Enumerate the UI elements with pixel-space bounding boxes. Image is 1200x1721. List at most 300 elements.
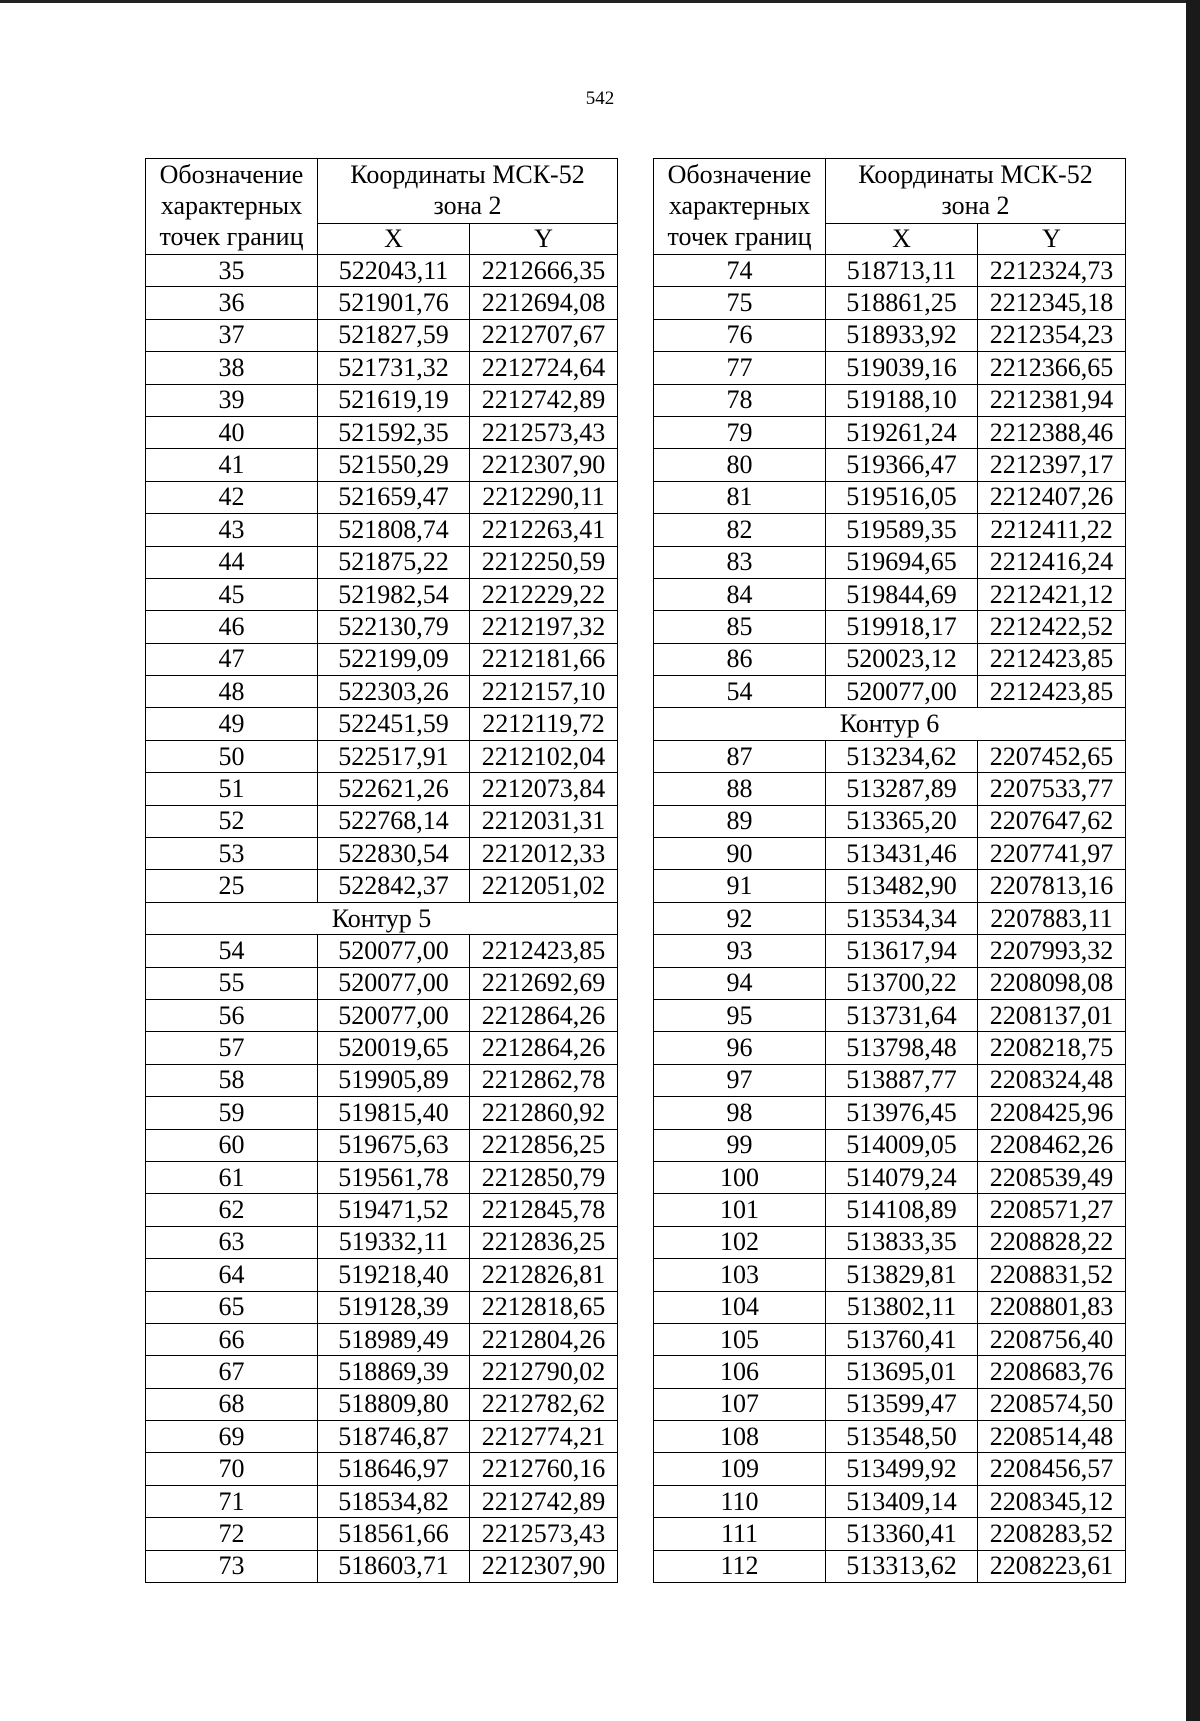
point-id-cell: 63 <box>146 1226 318 1258</box>
y-coordinate-cell: 2212229,22 <box>470 578 618 610</box>
table-row <box>654 449 1126 481</box>
y-coordinate-cell: 2208831,52 <box>978 1259 1126 1291</box>
point-id-cell: 59 <box>146 1097 318 1129</box>
y-coordinate-cell: 2208514,48 <box>978 1421 1126 1453</box>
y-coordinate-cell: 2212157,10 <box>470 676 618 708</box>
y-coordinate-cell: 2212742,89 <box>470 1485 618 1517</box>
x-coordinate-cell: 521982,54 <box>318 578 470 610</box>
coordinates-table-right <box>653 158 1126 1583</box>
y-coordinate-cell: 2212416,24 <box>978 546 1126 578</box>
table-row <box>654 1129 1126 1161</box>
y-coordinate-cell: 2212354,23 <box>978 319 1126 351</box>
coords-header-line2: зона 2 <box>433 191 502 220</box>
y-coordinate-cell: 2212181,66 <box>470 643 618 675</box>
point-id-cell: 57 <box>146 1032 318 1064</box>
point-id-cell: 112 <box>654 1550 826 1582</box>
y-coordinate-cell: 2212782,62 <box>470 1388 618 1420</box>
y-coordinate-cell: 2212119,72 <box>470 708 618 740</box>
y-coordinate-cell: 2212411,22 <box>978 514 1126 546</box>
y-coordinate-cell: 2212012,33 <box>470 838 618 870</box>
y-coordinate-cell: 2212397,17 <box>978 449 1126 481</box>
x-coordinate-cell: 514079,24 <box>826 1161 978 1193</box>
y-coordinate-cell: 2207533,77 <box>978 773 1126 805</box>
x-coordinate-cell: 513829,81 <box>826 1259 978 1291</box>
y-coordinate-cell: 2212826,81 <box>470 1259 618 1291</box>
table-row <box>146 578 618 610</box>
point-id-cell: 61 <box>146 1161 318 1193</box>
point-id-cell: 38 <box>146 352 318 384</box>
x-coordinate-cell: 513534,34 <box>826 902 978 934</box>
table-row <box>146 546 618 578</box>
x-coordinate-cell: 513798,48 <box>826 1032 978 1064</box>
point-id-cell: 52 <box>146 805 318 837</box>
y-coordinate-cell: 2212422,52 <box>978 611 1126 643</box>
x-coordinate-cell: 518869,39 <box>318 1356 470 1388</box>
y-coordinate-cell: 2212423,85 <box>978 643 1126 675</box>
table-row <box>654 514 1126 546</box>
table-row <box>654 384 1126 416</box>
x-coordinate-cell: 521659,47 <box>318 481 470 513</box>
table-row <box>146 805 618 837</box>
point-id-cell: 96 <box>654 1032 826 1064</box>
point-id-cell: 106 <box>654 1356 826 1388</box>
point-id-cell: 72 <box>146 1518 318 1550</box>
x-coordinate-cell: 519844,69 <box>826 578 978 610</box>
point-id-cell: 109 <box>654 1453 826 1485</box>
table-row <box>146 514 618 546</box>
table-row <box>654 416 1126 448</box>
x-column-header: X <box>826 224 978 255</box>
y-coordinate-cell: 2212760,16 <box>470 1453 618 1485</box>
y-coordinate-cell: 2208828,22 <box>978 1226 1126 1258</box>
x-coordinate-cell: 519471,52 <box>318 1194 470 1226</box>
x-coordinate-cell: 513287,89 <box>826 773 978 805</box>
y-coordinate-cell: 2208324,48 <box>978 1064 1126 1096</box>
x-coordinate-cell: 522621,26 <box>318 773 470 805</box>
table-row <box>146 1129 618 1161</box>
y-coordinate-cell: 2208683,76 <box>978 1356 1126 1388</box>
y-column-header: Y <box>978 224 1126 255</box>
point-id-cell: 97 <box>654 1064 826 1096</box>
table-row <box>654 352 1126 384</box>
table-row <box>654 1291 1126 1323</box>
point-id-cell: 92 <box>654 902 826 934</box>
point-id-cell: 83 <box>654 546 826 578</box>
y-coordinate-cell: 2208425,96 <box>978 1097 1126 1129</box>
y-coordinate-cell: 2212707,67 <box>470 319 618 351</box>
table-row <box>146 999 618 1031</box>
x-coordinate-cell: 513695,01 <box>826 1356 978 1388</box>
x-coordinate-cell: 513599,47 <box>826 1388 978 1420</box>
point-id-cell: 111 <box>654 1518 826 1550</box>
point-id-cell: 46 <box>146 611 318 643</box>
x-coordinate-cell: 519188,10 <box>826 384 978 416</box>
table-row <box>146 1032 618 1064</box>
table-row <box>654 1356 1126 1388</box>
x-coordinate-cell: 521592,35 <box>318 416 470 448</box>
x-coordinate-cell: 521875,22 <box>318 546 470 578</box>
y-coordinate-cell: 2207883,11 <box>978 902 1126 934</box>
point-id-cell: 84 <box>654 578 826 610</box>
x-coordinate-cell: 518646,97 <box>318 1453 470 1485</box>
table-row <box>146 1064 618 1096</box>
table-row <box>654 578 1126 610</box>
x-coordinate-cell: 519694,65 <box>826 546 978 578</box>
x-coordinate-cell: 520077,00 <box>318 935 470 967</box>
x-coordinate-cell: 513313,62 <box>826 1550 978 1582</box>
x-coordinate-cell: 519675,63 <box>318 1129 470 1161</box>
table-row <box>146 1259 618 1291</box>
x-coordinate-cell: 519516,05 <box>826 481 978 513</box>
table-row <box>146 416 618 448</box>
x-coordinate-cell: 521731,32 <box>318 352 470 384</box>
y-coordinate-cell: 2212860,92 <box>470 1097 618 1129</box>
point-id-cell: 40 <box>146 416 318 448</box>
x-coordinate-cell: 522451,59 <box>318 708 470 740</box>
y-coordinate-cell: 2212423,85 <box>470 935 618 967</box>
coords-column-header <box>318 159 618 224</box>
point-id-cell: 105 <box>654 1323 826 1355</box>
x-coordinate-cell: 519218,40 <box>318 1259 470 1291</box>
table-row <box>654 319 1126 351</box>
point-header-line1: Обозначение <box>159 160 304 190</box>
table-row <box>146 1291 618 1323</box>
x-coordinate-cell: 522517,91 <box>318 740 470 772</box>
point-id-cell: 79 <box>654 416 826 448</box>
y-coordinate-cell: 2212324,73 <box>978 255 1126 287</box>
y-coordinate-cell: 2212790,02 <box>470 1356 618 1388</box>
x-coordinate-cell: 519039,16 <box>826 352 978 384</box>
y-coordinate-cell: 2212263,41 <box>470 514 618 546</box>
point-id-cell: 25 <box>146 870 318 902</box>
y-coordinate-cell: 2212804,26 <box>470 1323 618 1355</box>
table-row <box>654 870 1126 902</box>
y-coordinate-cell: 2212102,04 <box>470 740 618 772</box>
point-id-cell: 101 <box>654 1194 826 1226</box>
x-coordinate-cell: 518989,49 <box>318 1323 470 1355</box>
x-coordinate-cell: 519918,17 <box>826 611 978 643</box>
y-coordinate-cell: 2212862,78 <box>470 1064 618 1096</box>
table-row <box>146 255 618 287</box>
point-id-cell: 54 <box>146 935 318 967</box>
point-id-cell: 86 <box>654 643 826 675</box>
point-id-cell: 41 <box>146 449 318 481</box>
y-coordinate-cell: 2212073,84 <box>470 773 618 805</box>
table-row <box>146 967 618 999</box>
table-row <box>654 1097 1126 1129</box>
point-id-cell: 51 <box>146 773 318 805</box>
table-row <box>654 838 1126 870</box>
y-coordinate-cell: 2208756,40 <box>978 1323 1126 1355</box>
y-coordinate-cell: 2208539,49 <box>978 1161 1126 1193</box>
point-id-cell: 88 <box>654 773 826 805</box>
table-row <box>654 1259 1126 1291</box>
table-row <box>146 1161 618 1193</box>
table-row <box>654 481 1126 513</box>
y-coordinate-cell: 2212724,64 <box>470 352 618 384</box>
table-row <box>146 1356 618 1388</box>
x-coordinate-cell: 513409,14 <box>826 1485 978 1517</box>
point-id-cell: 55 <box>146 967 318 999</box>
x-coordinate-cell: 518746,87 <box>318 1421 470 1453</box>
page-number: 542 <box>585 88 615 109</box>
coords-header-line1: Координаты МСК-52 <box>350 160 585 190</box>
point-id-cell: 102 <box>654 1226 826 1258</box>
x-coordinate-cell: 520023,12 <box>826 643 978 675</box>
table-row <box>654 1032 1126 1064</box>
table-row <box>146 1485 618 1517</box>
table-row <box>654 1064 1126 1096</box>
x-coordinate-cell: 520077,00 <box>318 967 470 999</box>
table-row <box>654 1194 1126 1226</box>
point-id-cell: 93 <box>654 935 826 967</box>
point-id-cell: 77 <box>654 352 826 384</box>
y-coordinate-cell: 2212250,59 <box>470 546 618 578</box>
x-coordinate-cell: 518561,66 <box>318 1518 470 1550</box>
x-coordinate-cell: 513482,90 <box>826 870 978 902</box>
y-coordinate-cell: 2212345,18 <box>978 287 1126 319</box>
y-coordinate-cell: 2212856,25 <box>470 1129 618 1161</box>
point-header-line2: характерных <box>160 191 303 221</box>
x-coordinate-cell: 513833,35 <box>826 1226 978 1258</box>
table-row <box>146 676 618 708</box>
y-coordinate-cell: 2208456,57 <box>978 1453 1126 1485</box>
x-coordinate-cell: 518713,11 <box>826 255 978 287</box>
point-id-cell: 37 <box>146 319 318 351</box>
y-coordinate-cell: 2212864,26 <box>470 1032 618 1064</box>
coords-header-line2: зона 2 <box>941 191 1010 220</box>
point-id-cell: 110 <box>654 1485 826 1517</box>
point-id-cell: 45 <box>146 578 318 610</box>
x-coordinate-cell: 522768,14 <box>318 805 470 837</box>
x-coordinate-cell: 513700,22 <box>826 967 978 999</box>
point-id-cell: 73 <box>146 1550 318 1582</box>
table-row <box>654 935 1126 967</box>
table-header-row <box>146 159 618 224</box>
x-coordinate-cell: 518861,25 <box>826 287 978 319</box>
x-coordinate-cell: 513431,46 <box>826 838 978 870</box>
point-id-cell: 60 <box>146 1129 318 1161</box>
y-coordinate-cell: 2212818,65 <box>470 1291 618 1323</box>
y-coordinate-cell: 2212031,31 <box>470 805 618 837</box>
point-id-cell: 54 <box>654 676 826 708</box>
y-coordinate-cell: 2212307,90 <box>470 449 618 481</box>
table-row <box>654 1161 1126 1193</box>
point-id-cell: 89 <box>654 805 826 837</box>
x-coordinate-cell: 513499,92 <box>826 1453 978 1485</box>
x-coordinate-cell: 522043,11 <box>318 255 470 287</box>
point-id-cell: 103 <box>654 1259 826 1291</box>
x-coordinate-cell: 518534,82 <box>318 1485 470 1517</box>
y-coordinate-cell: 2212864,26 <box>470 999 618 1031</box>
contour-row <box>654 708 1126 740</box>
x-coordinate-cell: 519332,11 <box>318 1226 470 1258</box>
point-id-cell: 65 <box>146 1291 318 1323</box>
y-coordinate-cell: 2207813,16 <box>978 870 1126 902</box>
x-coordinate-cell: 513976,45 <box>826 1097 978 1129</box>
y-coordinate-cell: 2212307,90 <box>470 1550 618 1582</box>
table-row <box>654 287 1126 319</box>
coords-header-line1: Координаты МСК-52 <box>858 160 1093 190</box>
x-coordinate-cell: 513802,11 <box>826 1291 978 1323</box>
table-row <box>146 352 618 384</box>
point-id-cell: 42 <box>146 481 318 513</box>
point-column-header <box>146 159 318 255</box>
y-coordinate-cell: 2208345,12 <box>978 1485 1126 1517</box>
point-header-line2: характерных <box>668 191 811 221</box>
x-coordinate-cell: 513887,77 <box>826 1064 978 1096</box>
y-coordinate-cell: 2212388,46 <box>978 416 1126 448</box>
x-coordinate-cell: 521901,76 <box>318 287 470 319</box>
x-coordinate-cell: 522830,54 <box>318 838 470 870</box>
x-coordinate-cell: 514108,89 <box>826 1194 978 1226</box>
y-coordinate-cell: 2208571,27 <box>978 1194 1126 1226</box>
table-body-left <box>146 255 618 1583</box>
table-row <box>146 449 618 481</box>
point-header-line3: точек границ <box>159 221 304 251</box>
y-coordinate-cell: 2212290,11 <box>470 481 618 513</box>
table-row <box>654 805 1126 837</box>
y-coordinate-cell: 2208283,52 <box>978 1518 1126 1550</box>
x-coordinate-cell: 521827,59 <box>318 319 470 351</box>
y-coordinate-cell: 2212666,35 <box>470 255 618 287</box>
table-row <box>146 870 618 902</box>
point-id-cell: 99 <box>654 1129 826 1161</box>
x-coordinate-cell: 513617,94 <box>826 935 978 967</box>
point-id-cell: 64 <box>146 1259 318 1291</box>
point-id-cell: 47 <box>146 643 318 675</box>
point-id-cell: 69 <box>146 1421 318 1453</box>
y-coordinate-cell: 2207993,32 <box>978 935 1126 967</box>
table-row <box>654 1226 1126 1258</box>
y-coordinate-cell: 2208137,01 <box>978 999 1126 1031</box>
y-coordinate-cell: 2212421,12 <box>978 578 1126 610</box>
x-coordinate-cell: 519561,78 <box>318 1161 470 1193</box>
y-coordinate-cell: 2208462,26 <box>978 1129 1126 1161</box>
x-coordinate-cell: 521808,74 <box>318 514 470 546</box>
point-id-cell: 78 <box>654 384 826 416</box>
x-coordinate-cell: 519128,39 <box>318 1291 470 1323</box>
contour-row <box>146 902 618 934</box>
x-coordinate-cell: 519815,40 <box>318 1097 470 1129</box>
point-id-cell: 87 <box>654 740 826 772</box>
point-id-cell: 39 <box>146 384 318 416</box>
y-column-header: Y <box>470 224 618 255</box>
table-row <box>146 1453 618 1485</box>
x-coordinate-cell: 519261,24 <box>826 416 978 448</box>
y-coordinate-cell: 2212845,78 <box>470 1194 618 1226</box>
point-id-cell: 67 <box>146 1356 318 1388</box>
y-coordinate-cell: 2212774,21 <box>470 1421 618 1453</box>
table-row <box>654 1323 1126 1355</box>
x-coordinate-cell: 522130,79 <box>318 611 470 643</box>
table-row <box>654 1388 1126 1420</box>
table-row <box>654 740 1126 772</box>
table-header-row <box>654 159 1126 224</box>
point-id-cell: 58 <box>146 1064 318 1096</box>
table-row <box>146 319 618 351</box>
point-header-line1: Обозначение <box>667 160 812 190</box>
y-coordinate-cell: 2212197,32 <box>470 611 618 643</box>
x-coordinate-cell: 518933,92 <box>826 319 978 351</box>
point-id-cell: 95 <box>654 999 826 1031</box>
x-coordinate-cell: 520077,00 <box>826 676 978 708</box>
point-id-cell: 50 <box>146 740 318 772</box>
point-column-header <box>654 159 826 255</box>
y-coordinate-cell: 2207647,62 <box>978 805 1126 837</box>
x-coordinate-cell: 513731,64 <box>826 999 978 1031</box>
table-row <box>146 708 618 740</box>
y-coordinate-cell: 2208218,75 <box>978 1032 1126 1064</box>
y-coordinate-cell: 2212573,43 <box>470 1518 618 1550</box>
x-coordinate-cell: 520019,65 <box>318 1032 470 1064</box>
table-row <box>654 902 1126 934</box>
x-coordinate-cell: 513234,62 <box>826 740 978 772</box>
table-row <box>146 1226 618 1258</box>
y-coordinate-cell: 2208098,08 <box>978 967 1126 999</box>
point-id-cell: 74 <box>654 255 826 287</box>
table-row <box>146 838 618 870</box>
point-id-cell: 85 <box>654 611 826 643</box>
table-row <box>654 1485 1126 1517</box>
table-row <box>146 1421 618 1453</box>
y-coordinate-cell: 2212692,69 <box>470 967 618 999</box>
point-id-cell: 100 <box>654 1161 826 1193</box>
table-body-right <box>654 255 1126 1583</box>
y-coordinate-cell: 2212850,79 <box>470 1161 618 1193</box>
y-coordinate-cell: 2212366,65 <box>978 352 1126 384</box>
point-id-cell: 81 <box>654 481 826 513</box>
x-coordinate-cell: 520077,00 <box>318 999 470 1031</box>
table-row <box>654 1453 1126 1485</box>
point-id-cell: 66 <box>146 1323 318 1355</box>
table-row <box>146 643 618 675</box>
table-row <box>654 611 1126 643</box>
x-coordinate-cell: 522199,09 <box>318 643 470 675</box>
table-row <box>654 773 1126 805</box>
table-row <box>146 1097 618 1129</box>
x-coordinate-cell: 518809,80 <box>318 1388 470 1420</box>
x-coordinate-cell: 514009,05 <box>826 1129 978 1161</box>
contour-label: Контур 6 <box>654 708 1126 740</box>
x-coordinate-cell: 519366,47 <box>826 449 978 481</box>
point-id-cell: 35 <box>146 255 318 287</box>
table-row <box>146 287 618 319</box>
point-id-cell: 98 <box>654 1097 826 1129</box>
point-id-cell: 90 <box>654 838 826 870</box>
point-id-cell: 44 <box>146 546 318 578</box>
y-coordinate-cell: 2212407,26 <box>978 481 1126 513</box>
x-coordinate-cell: 513548,50 <box>826 1421 978 1453</box>
table-row <box>146 1194 618 1226</box>
table-row <box>654 643 1126 675</box>
point-id-cell: 36 <box>146 287 318 319</box>
table-row <box>146 1388 618 1420</box>
point-id-cell: 94 <box>654 967 826 999</box>
point-id-cell: 82 <box>654 514 826 546</box>
table-row <box>146 611 618 643</box>
coordinates-table-left <box>145 158 618 1583</box>
x-coordinate-cell: 519905,89 <box>318 1064 470 1096</box>
y-coordinate-cell: 2208574,50 <box>978 1388 1126 1420</box>
y-coordinate-cell: 2212381,94 <box>978 384 1126 416</box>
point-id-cell: 56 <box>146 999 318 1031</box>
table-row <box>654 999 1126 1031</box>
point-id-cell: 76 <box>654 319 826 351</box>
y-coordinate-cell: 2212573,43 <box>470 416 618 448</box>
x-coordinate-cell: 522303,26 <box>318 676 470 708</box>
table-row <box>146 384 618 416</box>
